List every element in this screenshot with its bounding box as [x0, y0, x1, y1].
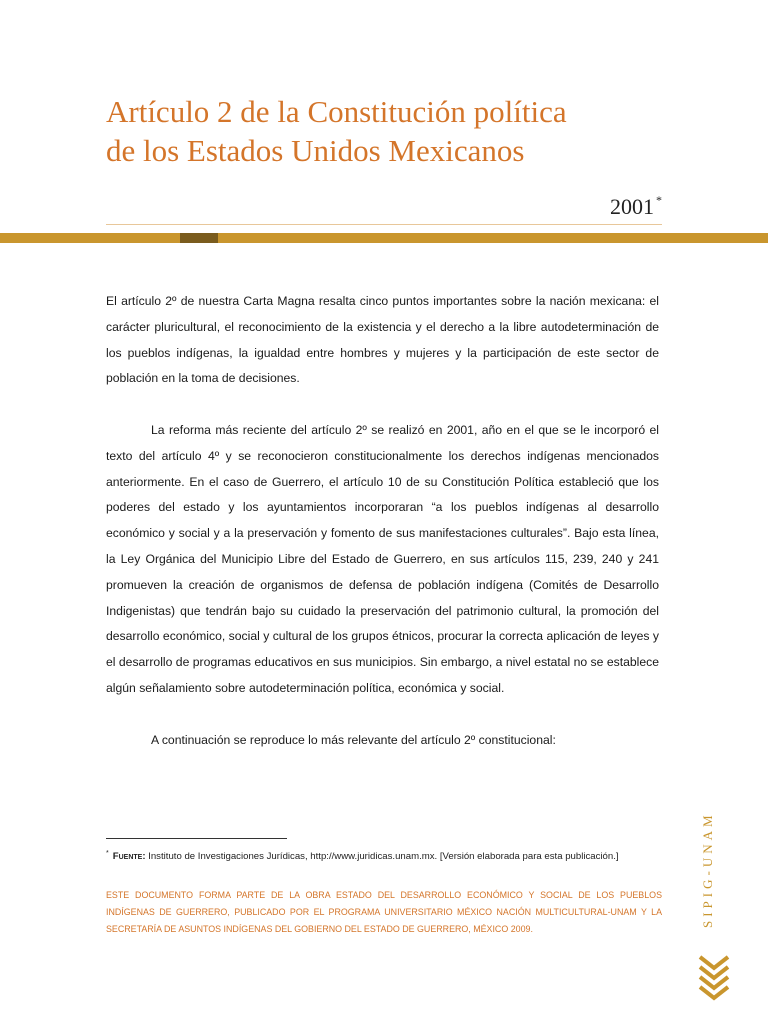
page-title	[106, 92, 666, 170]
band-segment-left	[0, 233, 180, 243]
band-segment-dark	[180, 233, 218, 243]
title-line-1: Artículo 2 de la Constitución política	[106, 94, 567, 129]
band-segment-right	[218, 233, 768, 243]
title-divider	[106, 224, 662, 225]
paragraph-3: A continuación se reproduce lo más relevante del artículo 2º constitucional:	[151, 732, 556, 747]
footnote-label: Fuente:	[112, 851, 146, 862]
year-footnote-marker: *	[656, 193, 662, 207]
year-label	[106, 193, 662, 223]
publication-notice: ESTE DOCUMENTO FORMA PARTE DE LA OBRA ESTADO DEL DESARROLLO ECONÓMICO Y SOCIAL DE LOS PUEBLOS INDÍGENAS DE GUERRERO, PUBLICADO POR EL PROGRAMA UNIVERSITARIO MÉXICO NACIÓN MULTICULTURAL-UNAM Y LA SECRETARÍA DE ASUNTOS INDÍGENAS DEL GOBIERNO DEL ESTADO DE GUERRERO, MÉXICO 2009.	[106, 890, 662, 934]
title-line-2: de los Estados Unidos Mexicanos	[106, 133, 525, 168]
footnote-rule	[106, 838, 287, 839]
paragraph-2: La reforma más reciente del artículo 2º se realizó en 2001, año en el que se le incorporó el texto del artículo 4º y se reconocieron constitucionalmente los derechos indígenas mencionados anteriormente. En el caso de Guerrero, el artículo 10 de su Constitución Política estableció que los poderes del estado y los ayuntamientos incorporaran “a los pueblos indígenas al desarrollo económico y social y a la preservación y fomento de sus manifestaciones culturales”. Bajo esta línea, la Ley Orgánica del Municipio Libre del Estado de Guerrero, en sus artículos 115, 239, 240 y 241 promueven la creación de organismos de defensa de población indígena (Comités de Desarrollo Indigenistas) que tendrán bajo su cuidado la preservación del patrimonio cultural, la promoción del desarrollo económico, social y cultural de los grupos étnicos, procurar la correcta aplicación de leyes y el desarrollo de programas educativos en sus municipios. Sin embargo, a nivel estatal no se establece algún señalamiento sobre autodeterminación política, económica y social.	[106, 422, 659, 695]
footnote-marker: *	[106, 850, 109, 857]
paragraph-1: El artículo 2º de nuestra Carta Magna resalta cinco puntos importantes sobre la nación mexicana: el carácter pluricultural, el reconocimiento de la existencia y el derecho a la libre autodeterminación de los pueblos indígenas, la igualdad entre hombres y mujeres y la participación de este sector de población en la toma de decisiones.	[106, 294, 659, 386]
body-text	[106, 289, 659, 779]
chevron-down-icon	[697, 954, 731, 1002]
year-value: 2001	[610, 194, 654, 219]
footnote-text: Instituto de Investigaciones Jurídicas, http://www.juridicas.unam.mx. [Versión elaborada para esta publicación.]	[145, 851, 619, 862]
footnote	[106, 845, 659, 865]
side-label: SIPIG-UNAM	[700, 811, 715, 928]
decorative-band	[0, 233, 768, 243]
